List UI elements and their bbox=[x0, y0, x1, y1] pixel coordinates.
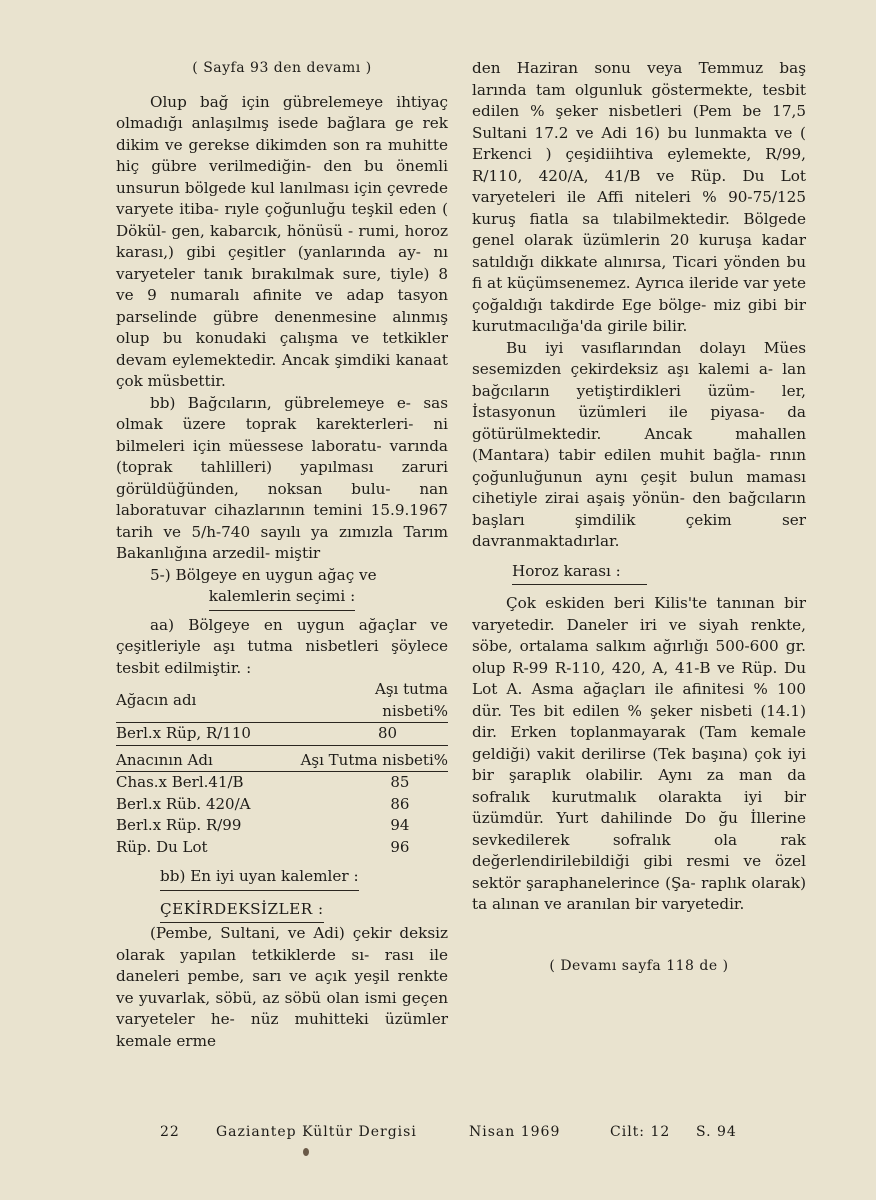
issue-number: S. 94 bbox=[696, 1124, 737, 1140]
table-row: Rüp. Du Lot 96 bbox=[116, 837, 410, 856]
section-subheading-scions: bb) En iyi uyan kalemler : bbox=[160, 866, 359, 891]
paragraph-harvest: den Haziran sonu veya Temmuz baş larında tam olgunluk göstermekte, tesbit edilen % şeker nisbetleri (Pem be 17,5 Sultani 17.2 ve Adi 16) bu lunmakta ve ( Erkenci ) çeşidiihtiva eylemekte, R/99, R/110, 420/A, 41/B ve Rüp. Du Lot varyeteleri ile Affi niteleri % 90-75/125 kuruş fiatla sa tılabilmektedir. Bölgede genel olarak üzümlerin 20 kuruşa kadar satıldığı dikkate alınırsa, Ticari yönden bu fi at küçümsenemez. Ayrıca ileride var yete çoğaldığı takdirde Ege bölge- miz gibi bir kurutmacılığa'da girile bilir. bbox=[472, 59, 806, 335]
left-column bbox=[116, 58, 448, 1052]
graft-table-2 bbox=[116, 750, 448, 859]
table2-header-rate: Aşı Tutma nisbeti% bbox=[274, 750, 448, 772]
table1-header-name: Ağacın adı bbox=[116, 679, 308, 723]
issue-date: Nisan 1969 bbox=[469, 1124, 561, 1140]
paragraph-rootstocks: aa) Bölgeye en uygun ağaçlar ve çeşitleriyle aşı tutma nisbetleri şöylece tesbit edilmiştir. : bbox=[116, 615, 448, 677]
continuation-footer: ( Devamı sayfa 118 de ) bbox=[549, 957, 729, 974]
right-column bbox=[472, 58, 806, 977]
paragraph-soil-lab: bb) Bağcıların, gübrelemeye e- sas olmak üzere toprak karekterleri- ni bilmeleri için müessese laboratu- varında (toprak tahlilleri) yapılması zaruri görüldüğünden, noksan bulu- nan laboratuvar cihazlarının temini 15.9.1967 tarih ve 5/h-740 sayılı ya zımızla Tarım Bakanlığına arzedil- miştir bbox=[116, 393, 448, 562]
paragraph-seedless: (Pembe, Sultani, ve Adi) çekir deksiz olarak yapılan tetkiklerde sı- rası ile daneleri pembe, sarı ve açık yeşil renkte ve yuvarlak, söbü, az söbü olan ismi geçen varyeteler he- nüz muhitteki üzümler kemale erme bbox=[116, 924, 448, 1050]
magazine-title: Gaziantep Kültür Dergisi bbox=[216, 1124, 417, 1140]
paragraph-horoz: Çok eskiden beri Kilis'te tanınan bir varyetedir. Daneler iri ve siyah renkte, söbe, ortalama salkım ağırlığı 500-600 gr. olup R-99 R-110, 420, A, 41-B ve Rüp. Du Lot A. Asma ağaçları ile afinitesi % 100 dür. Tes bit edilen % şeker nisbeti (14.1) dir. Erken toplanmayarak (Tam kemale geldiği) vakit derilirse (Tek başına) çok iyi bir şaraplık olabilir. Aynı za man da sofralık kurutmalık olarakta iyi bir üzümdür. Yurt dahilinde Do ğu İllerine sevkedilerek sofralık ola rak değerlendirilebildiği gibi resmi ve özel sektör şaraphanelerince (Şa- raplık olarak) ta alınan ve aranılan bir varyetedir. bbox=[472, 594, 806, 913]
volume-number: Cilt: 12 bbox=[610, 1124, 671, 1140]
table-row: Chas.x Berl.41/B 85 bbox=[116, 773, 410, 791]
table1-header-rate: Aşı tutma nisbeti% bbox=[308, 679, 448, 723]
section-subheading-horoz: Horoz karası : bbox=[512, 561, 647, 586]
continuation-header: ( Sayfa 93 den devamı ) bbox=[192, 60, 372, 76]
ink-dot bbox=[303, 1148, 309, 1156]
graft-table-1 bbox=[116, 679, 448, 746]
page-number: 22 bbox=[160, 1124, 180, 1140]
paragraph-fertilization: Olup bağ için gübrelemeye ihtiyaç olmadığı anlaşılmış isede bağlara ge rek dikim ve gerekse dikimden son ra muhitte hiç gübre verilmediğin- den bu önemli unsurun bölgede kul lanılması için çevrede varyete itiba- rıyle çoğunluğu teşkil eden ( Dökül- gen, kabarcık, hönüsü - rumi, horoz karası,) gibi çeşitler (yanlarında ay- nı varyeteler tanık bırakılmak sure, tiyle) 8 ve 9 numaralı afinite ve adap tasyon parselinde gübre denenmesine alınmış olup bu konudaki çalışma ve tetkikler devam eylemektedir. Ancak şimdiki kanaat çok müsbettir. bbox=[116, 92, 448, 390]
table1-row-name: Berl.x Rüp, R/110 bbox=[116, 723, 308, 746]
table-row: Berl.x Rüp. R/99 94 bbox=[116, 816, 410, 834]
section-subheading-seedless: ÇEKİRDEKSİZLER : bbox=[160, 899, 324, 924]
section-heading-5: 5-) Bölgeye en uygun ağaç ve bbox=[150, 565, 377, 584]
section-subheading-selection: kalemlerin seçimi : bbox=[209, 586, 355, 611]
table1-row-value: 80 bbox=[308, 723, 448, 746]
table-row: Berl.x Rüb. 420/A 86 bbox=[116, 794, 410, 813]
table2-header-name: Anacının Adı bbox=[116, 750, 274, 772]
paragraph-qualities: Bu iyi vasıflarından dolayı Mües sesemizden çekirdeksiz aşı kalemi a- lan bağcıların yetiştirdikleri üzüm- ler, İstasyonun üzümleri ile piyasa- da götürülmektedir. Ancak mahallen (Mantara) tabir edilen muhit bağla- rının çoğunluğunun aynı çeşit bulun maması cihetiyle zirai aşaiş yönün- den bağcıların başları şimdilik çekim ser davranmaktadırlar. bbox=[472, 338, 806, 550]
